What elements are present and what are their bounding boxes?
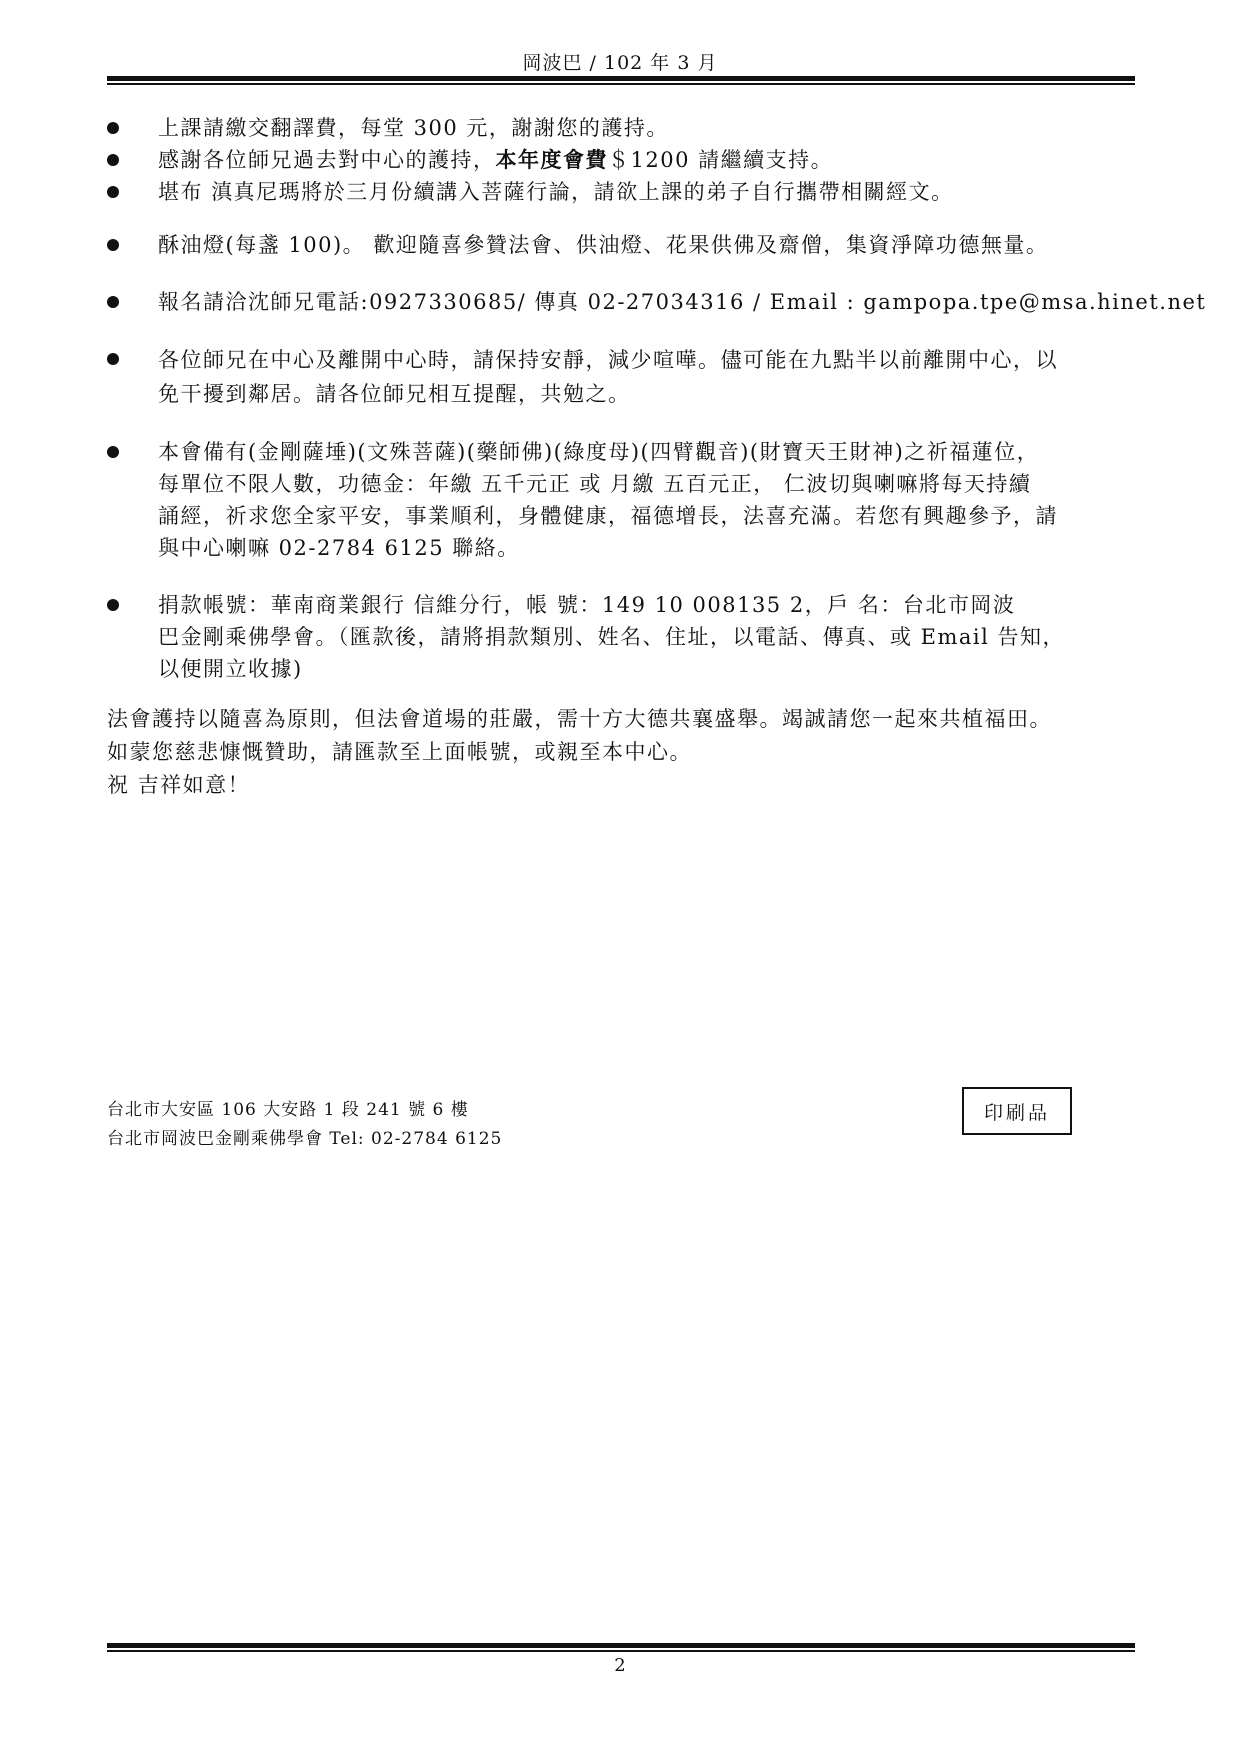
notice-item [107, 589, 1167, 685]
notice-text: ＄1200 請繼續支持。 [608, 148, 834, 172]
mailing-address [107, 1096, 502, 1154]
printed-matter-stamp: 印刷品 [962, 1087, 1072, 1135]
notice-line: 酥油燈(每盞 100)。 歡迎隨喜參贊法會、供油燈、花果供佛及齋僧，集資淨障功德無量。 [158, 233, 1049, 257]
notice-line: 上課請繳交翻譯費，每堂 300 元，謝謝您的護持。 [158, 116, 669, 140]
footer-rule-thick [107, 1643, 1135, 1648]
closing-greeting: 祝 吉祥如意！ [107, 773, 251, 797]
bullet-dot-icon [107, 154, 119, 166]
bullet-dot-icon [107, 186, 119, 198]
annual-fee-label: 本年度會費 [495, 147, 608, 172]
bullet-dot-icon [107, 353, 119, 365]
closing-paragraph [107, 703, 1167, 802]
address-line: 台北市大安區 106 大安路 1 段 241 號 6 樓 [107, 1100, 469, 1120]
bullet-dot-icon [107, 446, 119, 458]
notice-item [107, 144, 1167, 176]
notice-item [107, 286, 1207, 318]
notice-list [107, 112, 1207, 685]
notice-line: 各位師兄在中心及離開中心時，請保持安靜，減少喧嘩。儘可能在九點半以前離開中心，以 [158, 348, 1058, 372]
notice-line: 巴金剛乘佛學會。（匯款後，請將捐款類別、姓名、住址，以電話、傳真、或 Email 告知， [158, 625, 1066, 649]
notice-item [107, 343, 1167, 411]
bullet-dot-icon [107, 599, 119, 611]
notice-line: 以便開立收據) [158, 657, 303, 681]
header-rule-thick [107, 76, 1135, 81]
bullet-dot-icon [107, 239, 119, 251]
notice-line: 捐款帳號：華南商業銀行 信維分行，帳 號：149 10 008135 2，戶 名：台北市岡波 [158, 593, 1016, 617]
notice-line: 與中心喇嘛 02-2784 6125 聯絡。 [158, 536, 520, 560]
header-rule-thin [107, 83, 1135, 85]
notice-text: 感謝各位師兄過去對中心的護持， [158, 148, 496, 172]
notice-item [107, 112, 1167, 144]
notice-line: 免干擾到鄰居。請各位師兄相互提醒，共勉之。 [158, 382, 631, 406]
notice-item [107, 229, 1167, 261]
footer-rule-thin [107, 1650, 1135, 1652]
page-number: 2 [614, 1655, 626, 1676]
notice-item [107, 176, 1167, 208]
organization-contact: 台北市岡波巴金剛乘佛學會 Tel: 02-2784 6125 [107, 1129, 503, 1149]
notice-line [158, 144, 1167, 176]
notice-line: 本會備有(金剛薩埵)(文殊菩薩)(藥師佛)(綠度母)(四臂觀音)(財寶天王財神)之祈福蓮位， [158, 440, 1040, 464]
bullet-dot-icon [107, 296, 119, 308]
notice-item [107, 436, 1167, 564]
notice-line: 每單位不限人數，功德金：年繳 五千元正 或 月繳 五百元正， 仁波切與喇嘛將每天持續 [158, 472, 1032, 496]
closing-line: 法會護持以隨喜為原則，但法會道場的莊嚴，需十方大德共襄盛舉。竭誠請您一起來共植福田。 [107, 707, 1052, 731]
notice-line: 堪布 滇真尼瑪將於三月份續講入菩薩行論，請欲上課的弟子自行攜帶相關經文。 [158, 180, 954, 204]
closing-line: 如蒙您慈悲慷慨贊助，請匯款至上面帳號，或親至本中心。 [107, 740, 692, 764]
notice-line: 誦經，祈求您全家平安，事業順利，身體健康，福德增長，法喜充滿。若您有興趣參予，請 [158, 504, 1058, 528]
page-header-title: 岡波巴 / 102 年 3 月 [522, 52, 718, 74]
bullet-dot-icon [107, 122, 119, 134]
notice-line: 報名請洽沈師兄電話:0927330685/ 傳真 02-27034316 / Email : gampopa.tpe@msa.hinet.net [158, 290, 1207, 314]
